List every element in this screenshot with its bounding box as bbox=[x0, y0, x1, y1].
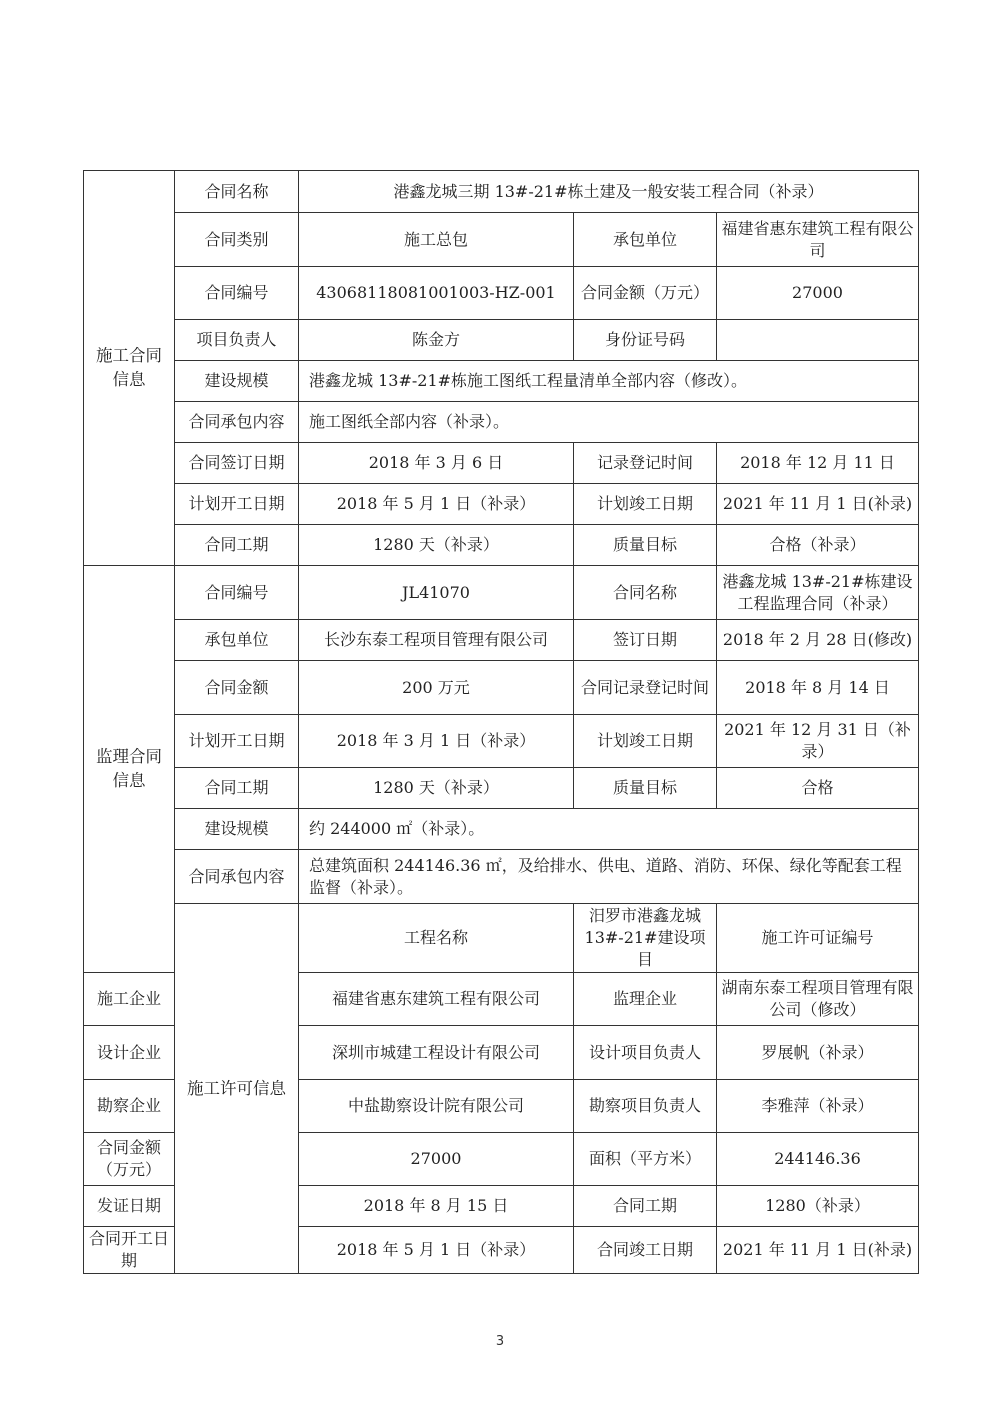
value-design-company: 深圳市城建工程设计有限公司 bbox=[299, 1026, 574, 1080]
value-sign-date: 2018 年 3 月 6 日 bbox=[299, 443, 574, 484]
table-row bbox=[84, 213, 919, 267]
label-supervision-end: 计划竣工日期 bbox=[574, 715, 717, 768]
value-supervision-end: 2021 年 12 月 31 日（补录） bbox=[717, 715, 919, 768]
table-row bbox=[84, 171, 919, 213]
label-builder: 施工企业 bbox=[84, 973, 175, 1026]
value-supervision-scale: 约 244000 ㎡（补录）。 bbox=[299, 809, 919, 850]
value-supervision-name: 港鑫龙城 13#-21#栋建设工程监理合同（补录） bbox=[717, 566, 919, 620]
table-row bbox=[84, 904, 919, 973]
label-record-time: 记录登记时间 bbox=[574, 443, 717, 484]
label-project-name: 工程名称 bbox=[299, 904, 574, 973]
label-contract-name: 合同名称 bbox=[175, 171, 299, 213]
page-number: 3 bbox=[495, 1334, 505, 1349]
table-row bbox=[84, 267, 919, 320]
label-supervision-code: 合同编号 bbox=[175, 566, 299, 620]
table-row bbox=[84, 402, 919, 443]
label-supervision-amount: 合同金额 bbox=[175, 661, 299, 715]
value-supervision-contractor: 长沙东泰工程项目管理有限公司 bbox=[299, 620, 574, 661]
label-project-manager: 项目负责人 bbox=[175, 320, 299, 361]
label-construction-scale: 建设规模 bbox=[175, 361, 299, 402]
value-design-manager: 罗展帆（补录） bbox=[717, 1026, 919, 1080]
label-permit-period: 合同工期 bbox=[574, 1186, 717, 1227]
label-design-company: 设计企业 bbox=[84, 1026, 175, 1080]
section-title-construction: 施工合同信息 bbox=[84, 171, 175, 566]
label-contract-amount: 合同金额（万元） bbox=[574, 267, 717, 320]
value-permit-period: 1280（补录） bbox=[717, 1186, 919, 1227]
label-supervision-period: 合同工期 bbox=[175, 768, 299, 809]
value-contract-start: 2018 年 5 月 1 日（补录） bbox=[299, 1227, 574, 1274]
value-supervision-code: JL41070 bbox=[299, 566, 574, 620]
label-supervision-quality: 质量目标 bbox=[574, 768, 717, 809]
label-permit-amount: 合同金额（万元） bbox=[84, 1133, 175, 1186]
value-contractor: 福建省惠东建筑工程有限公司 bbox=[717, 213, 919, 267]
value-supervisor: 湖南东泰工程项目管理有限公司（修改） bbox=[717, 973, 919, 1026]
table-row bbox=[84, 525, 919, 566]
table-row bbox=[84, 320, 919, 361]
table-row bbox=[84, 809, 919, 850]
value-contract-type: 施工总包 bbox=[299, 213, 574, 267]
label-survey-company: 勘察企业 bbox=[84, 1080, 175, 1133]
label-supervision-record: 合同记录登记时间 bbox=[574, 661, 717, 715]
value-planned-start: 2018 年 5 月 1 日（补录） bbox=[299, 484, 574, 525]
label-supervision-contractor: 承包单位 bbox=[175, 620, 299, 661]
label-contract-period: 合同工期 bbox=[175, 525, 299, 566]
value-survey-company: 中盐勘察设计院有限公司 bbox=[299, 1080, 574, 1133]
label-contractor: 承包单位 bbox=[574, 213, 717, 267]
value-planned-end: 2021 年 11 月 1 日(补录) bbox=[717, 484, 919, 525]
label-contract-start: 合同开工日期 bbox=[84, 1227, 175, 1274]
value-id-number bbox=[717, 320, 919, 361]
value-builder: 福建省惠东建筑工程有限公司 bbox=[299, 973, 574, 1026]
value-contract-code: 43068118081001003-HZ-001 bbox=[299, 267, 574, 320]
table-row bbox=[84, 768, 919, 809]
label-quality-target: 质量目标 bbox=[574, 525, 717, 566]
table-row bbox=[84, 620, 919, 661]
value-supervision-start: 2018 年 3 月 1 日（补录） bbox=[299, 715, 574, 768]
label-permit-number: 施工许可证编号 bbox=[717, 904, 919, 973]
table-row bbox=[84, 443, 919, 484]
value-issue-date: 2018 年 8 月 15 日 bbox=[299, 1186, 574, 1227]
label-supervision-content: 合同承包内容 bbox=[175, 850, 299, 904]
label-supervision-start: 计划开工日期 bbox=[175, 715, 299, 768]
value-record-time: 2018 年 12 月 11 日 bbox=[717, 443, 919, 484]
value-contract-period: 1280 天（补录） bbox=[299, 525, 574, 566]
label-supervisor: 监理企业 bbox=[574, 973, 717, 1026]
value-permit-amount: 27000 bbox=[299, 1133, 574, 1186]
value-survey-manager: 李雅萍（补录） bbox=[717, 1080, 919, 1133]
label-contract-code: 合同编号 bbox=[175, 267, 299, 320]
label-area: 面积（平方米） bbox=[574, 1133, 717, 1186]
label-supervision-name: 合同名称 bbox=[574, 566, 717, 620]
label-supervision-sign-date: 签订日期 bbox=[574, 620, 717, 661]
value-contract-name: 港鑫龙城三期 13#-21#栋土建及一般安装工程合同（补录） bbox=[299, 171, 919, 213]
table-row bbox=[84, 566, 919, 620]
value-supervision-quality: 合格 bbox=[717, 768, 919, 809]
label-contract-type: 合同类别 bbox=[175, 213, 299, 267]
value-contract-end: 2021 年 11 月 1 日(补录) bbox=[717, 1227, 919, 1274]
value-project-manager: 陈金方 bbox=[299, 320, 574, 361]
label-sign-date: 合同签订日期 bbox=[175, 443, 299, 484]
value-project-name: 汨罗市港鑫龙城 13#-21#建设项目 bbox=[574, 904, 717, 973]
table-row bbox=[84, 361, 919, 402]
label-supervision-scale: 建设规模 bbox=[175, 809, 299, 850]
label-issue-date: 发证日期 bbox=[84, 1186, 175, 1227]
value-construction-scale: 港鑫龙城 13#-21#栋施工图纸工程量清单全部内容（修改）。 bbox=[299, 361, 919, 402]
value-area: 244146.36 bbox=[717, 1133, 919, 1186]
table-row bbox=[84, 661, 919, 715]
table-row bbox=[84, 715, 919, 768]
label-contract-end: 合同竣工日期 bbox=[574, 1227, 717, 1274]
label-planned-end: 计划竣工日期 bbox=[574, 484, 717, 525]
value-contract-amount: 27000 bbox=[717, 267, 919, 320]
label-survey-manager: 勘察项目负责人 bbox=[574, 1080, 717, 1133]
value-contract-content: 施工图纸全部内容（补录）。 bbox=[299, 402, 919, 443]
value-supervision-sign-date: 2018 年 2 月 28 日(修改) bbox=[717, 620, 919, 661]
label-id-number: 身份证号码 bbox=[574, 320, 717, 361]
label-planned-start: 计划开工日期 bbox=[175, 484, 299, 525]
value-supervision-content: 总建筑面积 244146.36 ㎡，及给排水、供电、道路、消防、环保、绿化等配套工程监督（补录）。 bbox=[299, 850, 919, 904]
label-design-manager: 设计项目负责人 bbox=[574, 1026, 717, 1080]
value-quality-target: 合格（补录） bbox=[717, 525, 919, 566]
table-row bbox=[84, 850, 919, 904]
value-supervision-period: 1280 天（补录） bbox=[299, 768, 574, 809]
value-supervision-amount: 200 万元 bbox=[299, 661, 574, 715]
section-title-permit: 施工许可信息 bbox=[175, 904, 299, 1274]
table-row bbox=[84, 484, 919, 525]
label-contract-content: 合同承包内容 bbox=[175, 402, 299, 443]
contract-info-table bbox=[83, 170, 919, 1274]
value-supervision-record: 2018 年 8 月 14 日 bbox=[717, 661, 919, 715]
section-title-supervision: 监理合同信息 bbox=[84, 566, 175, 973]
